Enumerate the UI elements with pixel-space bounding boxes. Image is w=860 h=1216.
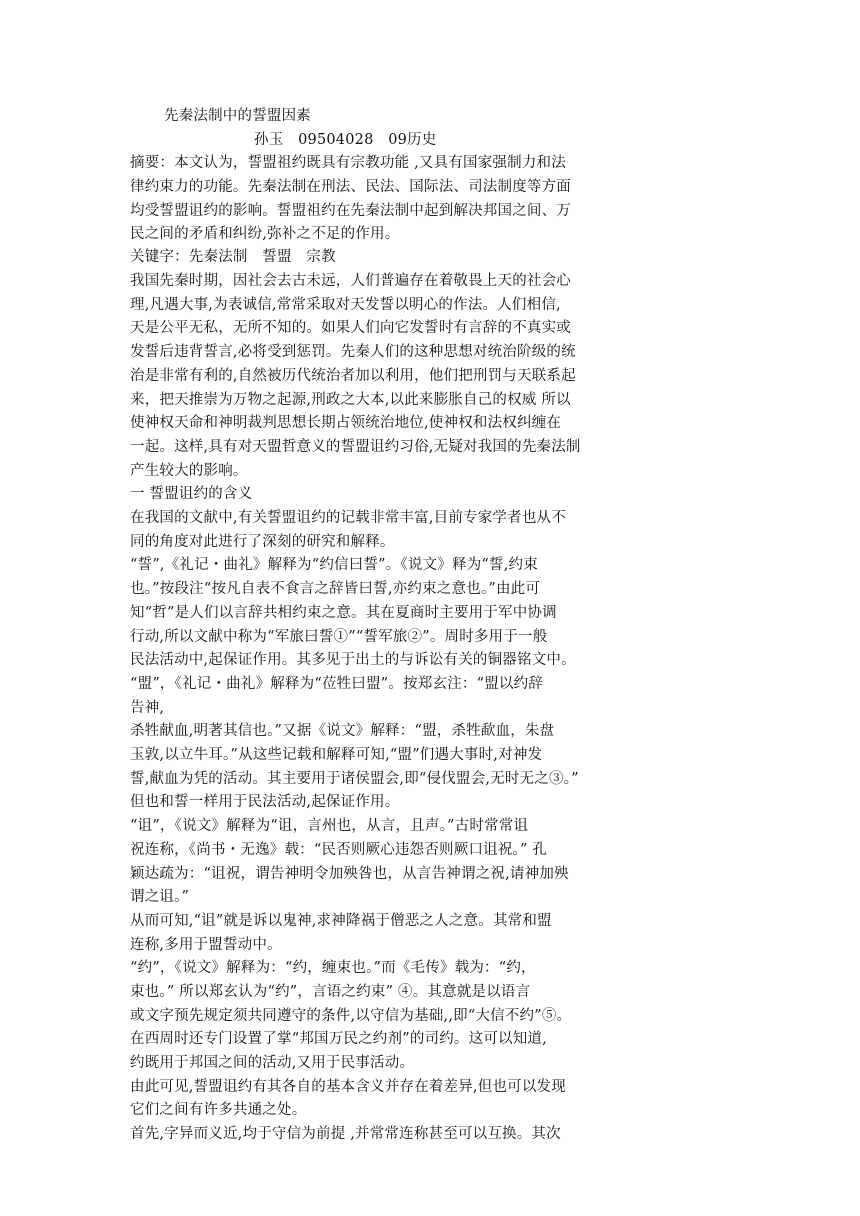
abstract-line: 摘要：本文认为，誓盟祖约既具有宗教功能 ,又具有国家强制力和法	[130, 155, 566, 171]
body-line: 民法活动中,起保证作用。其多见于出土的与诉讼有关的铜器铭文中。	[130, 652, 576, 668]
body-line: 首先,字异而义近,均于守信为前提 ,并常常连称甚至可以互换。其次	[130, 1126, 561, 1142]
body-line: “盟”，《礼记・曲礼》解释为“莅牲曰盟”。按郑玄注：“盟以约辞	[130, 676, 544, 692]
body-line: “诅”，《说文》解释为“诅，言州也，从言，且声。”古时常常诅	[130, 818, 529, 834]
author-line: 孙玉 09504028 09历史	[254, 132, 437, 148]
body-line: 也。”按段注“按凡自表不食言之辞皆曰誓,亦约束之意也。”由此可	[130, 581, 541, 597]
body-line: 束也。” 所以郑玄认为“约”，言语之约束” ④。其意就是以语言	[130, 984, 531, 1000]
body-line: 使神权天命和神明裁判思想长期占领统治地位,使神权和法权纠缠在	[130, 415, 562, 431]
body-line: 在我国的文献中,有关誓盟诅约的记载非常丰富,目前专家学者也从不	[130, 510, 566, 526]
body-line: 知“哲”是人们以言辞共相约束之意。其在夏商时主要用于军中协调	[130, 605, 557, 621]
body-line: 誓,献血为凭的活动。其主要用于诸侯盟会,即“侵伐盟会,无时无之③。”	[130, 771, 579, 787]
body-line: “誓”,《礼记・曲礼》解释为“约信曰誓”。《说文》释为“誓,约束	[130, 557, 538, 573]
abstract-line: 律约束力的功能。先秦法制在刑法、民法、国际法、司法制度等方面	[130, 179, 571, 195]
body-line: 天是公平无私，无所不知的。如果人们向它发誓时有言辞的不真实或	[130, 320, 571, 336]
abstract-line: 均受誓盟诅约的影响。誓盟祖约在先秦法制中起到解决邦国之间、万	[130, 203, 571, 219]
body-line: 祝连称，《尚书・无逸》载：“民否则厥心违怨否则厥口诅祝。” 孔	[130, 842, 548, 858]
body-line: 来，把天推崇为万物之起源,刑政之大本,以此来膨胀自己的权威 所以	[130, 392, 571, 408]
body-line: 但也和誓一样用于民法活动,起保证作用。	[130, 794, 400, 810]
body-line: 治是非常有利的,自然被历代统治者加以利用，他们把刑罚与天联系起	[130, 368, 576, 384]
abstract-line: 民之间的矛盾和纠纷,弥补之不足的作用。	[130, 226, 400, 242]
body-line: 它们之间有许多共通之处。	[130, 1102, 307, 1118]
body-line: 从而可知,“诅”就是诉以鬼神,求神降祸于僧恶之人之意。其常和盟	[130, 913, 552, 929]
body-line: 行动,所以文献中称为“军旅曰誓①”“誓军旅②”。周时多用于一般	[130, 629, 548, 645]
body-line: 告神,	[130, 700, 165, 716]
body-line: 同的角度对此进行了深刻的研究和解释。	[130, 534, 395, 550]
body-line: 一起。这样,具有对天盟哲意义的誓盟诅约习俗,无疑对我国的先秦法制	[130, 439, 581, 455]
body-line: 谓之诅。”	[130, 889, 190, 905]
body-line: 由此可见,誓盟诅约有其各自的基本含义并存在着差异,但也可以发现	[130, 1079, 566, 1095]
body-line: 颖达疏为：“诅祝，谓告神明令加殃咎也，从言告神谓之祝,请神加殃	[130, 866, 569, 882]
body-line: 杀牲献血,明著其信也。”又据《说文》解释：“盟，杀牲歃血，朱盘	[130, 723, 555, 739]
body-line: 或文字预先规定须共同遵守的条件,以守信为基础,,即“大信不约”⑤。	[130, 1008, 572, 1024]
body-line: 玉敦,以立牛耳。”从这些记载和解释可知,“盟”们遇大事时,对神发	[130, 747, 543, 763]
body-line: 我国先秦时期，因社会去古未远，人们普遍存在着敬畏上天的社会心	[130, 273, 571, 289]
body-line: 发誓后违背誓言,必将受到惩罚。先秦人们的这种思想对统治阶级的统	[130, 344, 576, 360]
body-line: 在西周时还专门设置了掌“邦国万民之约剂”的司约。这可以知道,	[130, 1031, 547, 1047]
body-line: 产生较大的影响。	[130, 463, 248, 479]
section-heading: 一 誓盟诅约的含义	[130, 486, 253, 502]
keywords-line: 关键字：先秦法制 誓盟 宗教	[130, 249, 336, 265]
document-title: 先秦法制中的誓盟因素	[164, 108, 311, 124]
body-line: “约”，《说文》解释为：“约，缠束也。”而《毛传》载为：“约，	[130, 960, 536, 976]
body-line: 连称,多用于盟誓动中。	[130, 937, 282, 953]
body-line: 理,凡遇大事,为表诚信,常常采取对天发誓以明心的作法。人们相信,	[130, 297, 561, 313]
body-line: 约既用于邦国之间的活动,又用于民事活动。	[130, 1055, 415, 1071]
